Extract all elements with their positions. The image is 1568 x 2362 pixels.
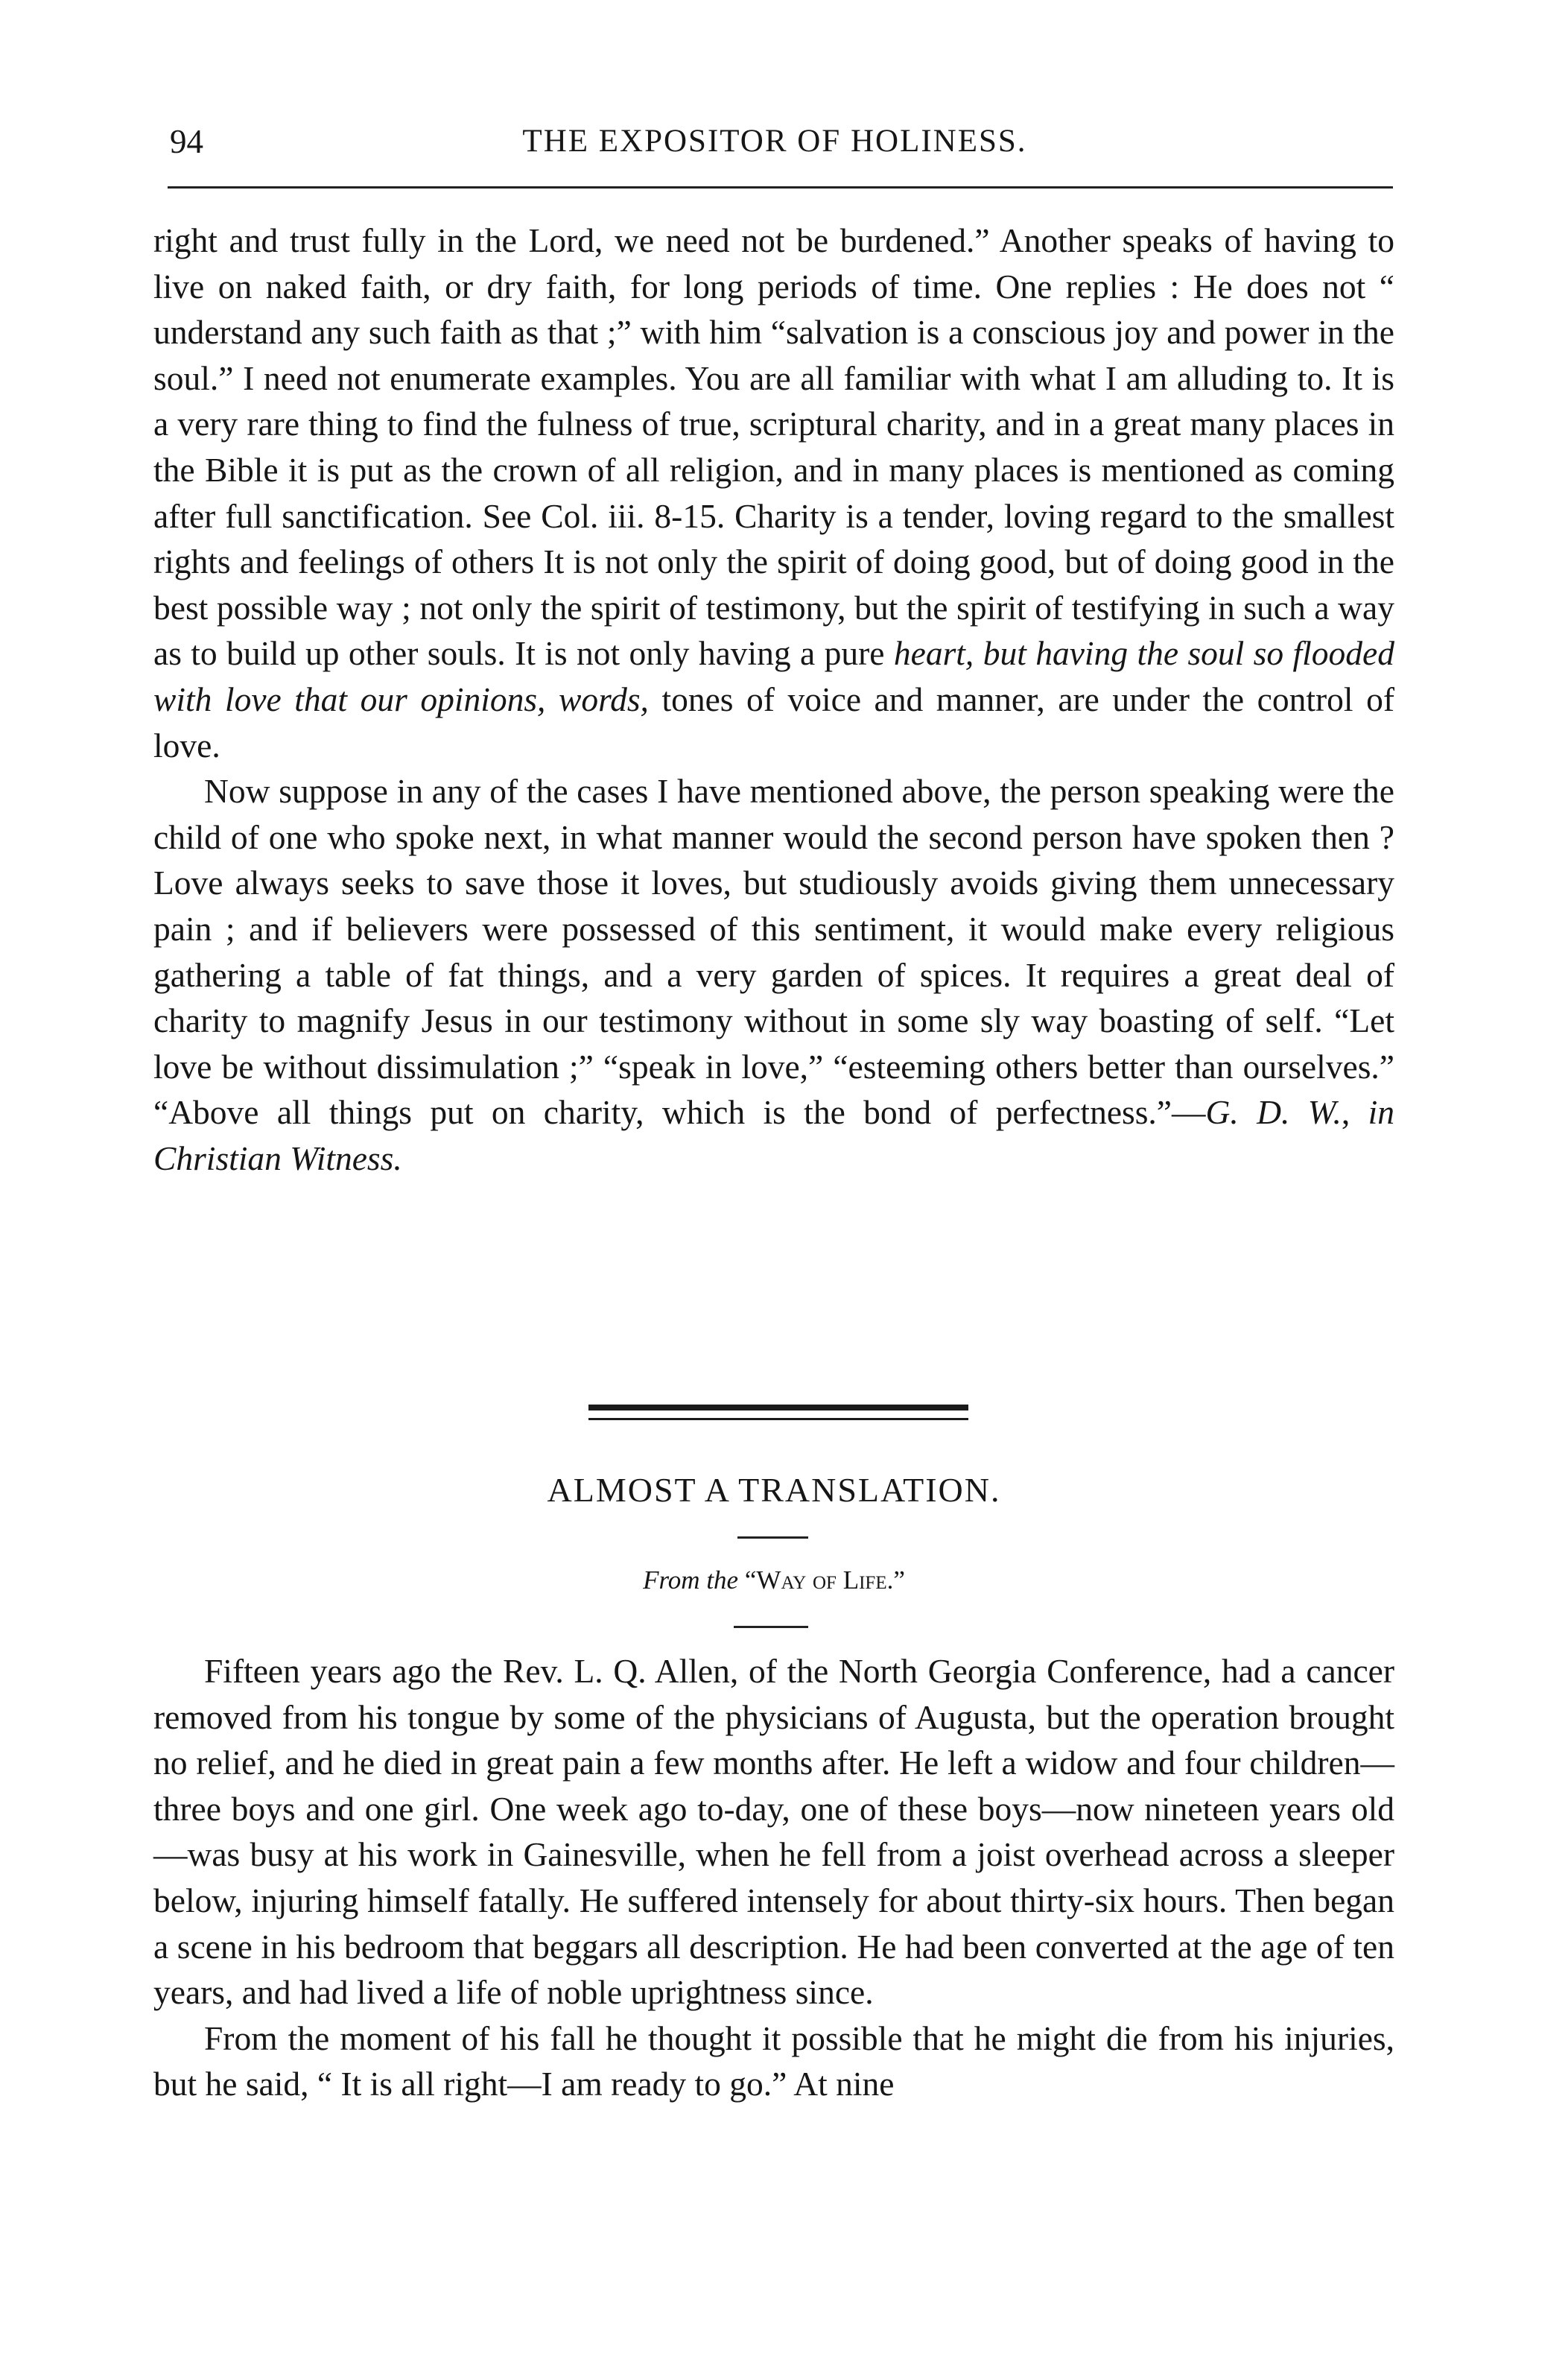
- header-rule: [168, 186, 1393, 189]
- page-number: 94: [170, 123, 203, 160]
- section-divider: [588, 1405, 968, 1422]
- running-title: THE EXPOSITOR OF HOLINESS.: [522, 124, 1027, 159]
- paragraph: Fifteen years ago the Rev. L. Q. Allen, of the North Georgia Conference, had a cancer removed from his tongue by some of the physicians of Augusta, but the operation brought no relief, and he died in great pain a few months after. He left a widow and four children—three boys and one girl. One week ago to-day, one of these boys—now nineteen years old—was busy at his work in Gainesville, when he fell from a joist overhead across a sleeper below, injuring himself fatally. He suffered intensely for about thirty-six hours. Then began a scene in his bedroom that beggars all description. He had been converted at the age of ten years, and had lived a life of noble uprightness since.: [153, 1652, 1394, 2012]
- article-title: ALMOST A TRANSLATION.: [547, 1471, 1001, 1509]
- paragraph: [153, 768, 1394, 1181]
- running-head: [156, 119, 1393, 164]
- source-name: Way of Life.: [756, 1565, 894, 1595]
- paragraph-text: Now suppose in any of the cases I have mentioned above, the person speaking were the child of one who spoke next, in what manner would the second person have spoken then ? Love always seeks to save those it loves, but studiously avoids giving them unnecessary pain ; and if believers were possessed of this sentiment, it would make every religious gathering a table of fat things, and a very garden of spices. It requires a great deal of charity to magnify Jesus in our testimony without in some sly way boasting of self. “Let love be without dissimulation ;” “speak in love,” “esteeming others better than ourselves.” “Above all things put on charity, which is the bond of perfectness.”—: [153, 772, 1394, 1132]
- source-prefix: From the: [643, 1565, 739, 1595]
- paragraph-text: right and trust fully in the Lord, we need not be burdened.” Another speaks of having to live on naked faith, or dry faith, for long periods of time. One replies : He does not “ understand any such faith as that ;” with him “salvation is a conscious joy and power in the soul.” I need not enumerate examples. You are all familiar with what I am alluding to. It is a very rare thing to find the fulness of true, scriptural charity, and in a great many places in the Bible it is put as the crown of all religion, and in many places is mentioned as coming after full sanctification. See Col. iii. 8-15. Charity is a tender, loving regard to the smallest rights and feelings of others It is not only the spirit of doing good, but of doing good in the best possible way ; not only the spirit of testimony, but the spirit of testifying in such a way as to build up other souls. It is not only having a pure: [153, 221, 1394, 673]
- source-rule: [734, 1626, 808, 1628]
- paragraph-text: tones of voice and manner, are under the control of love.: [153, 680, 1394, 764]
- source-close-quote: ”: [893, 1565, 905, 1595]
- article-continuation: [153, 218, 1394, 1181]
- paragraph: [153, 218, 1394, 768]
- attribution-in: in: [1368, 1093, 1395, 1132]
- divider-thin-rule: [588, 1418, 968, 1420]
- paragraph: From the moment of his fall he thought it possible that he might die from his injuries, but he said, “ It is all right—I am ready to go.” At nine: [153, 2019, 1394, 2103]
- source-line: [153, 1560, 1394, 1601]
- divider-thick-rule: [588, 1405, 968, 1410]
- italic-phrase: heart, but having the soul so flooded with love that our opinions, words,: [153, 634, 1395, 718]
- publication-name: Christian Witness.: [153, 1139, 402, 1177]
- source-open-quote: “: [738, 1565, 757, 1595]
- title-rule: [737, 1536, 808, 1539]
- article-body: [153, 1648, 1394, 2107]
- signature: G. D. W.: [1205, 1093, 1342, 1132]
- signature-separator: ,: [1341, 1093, 1368, 1132]
